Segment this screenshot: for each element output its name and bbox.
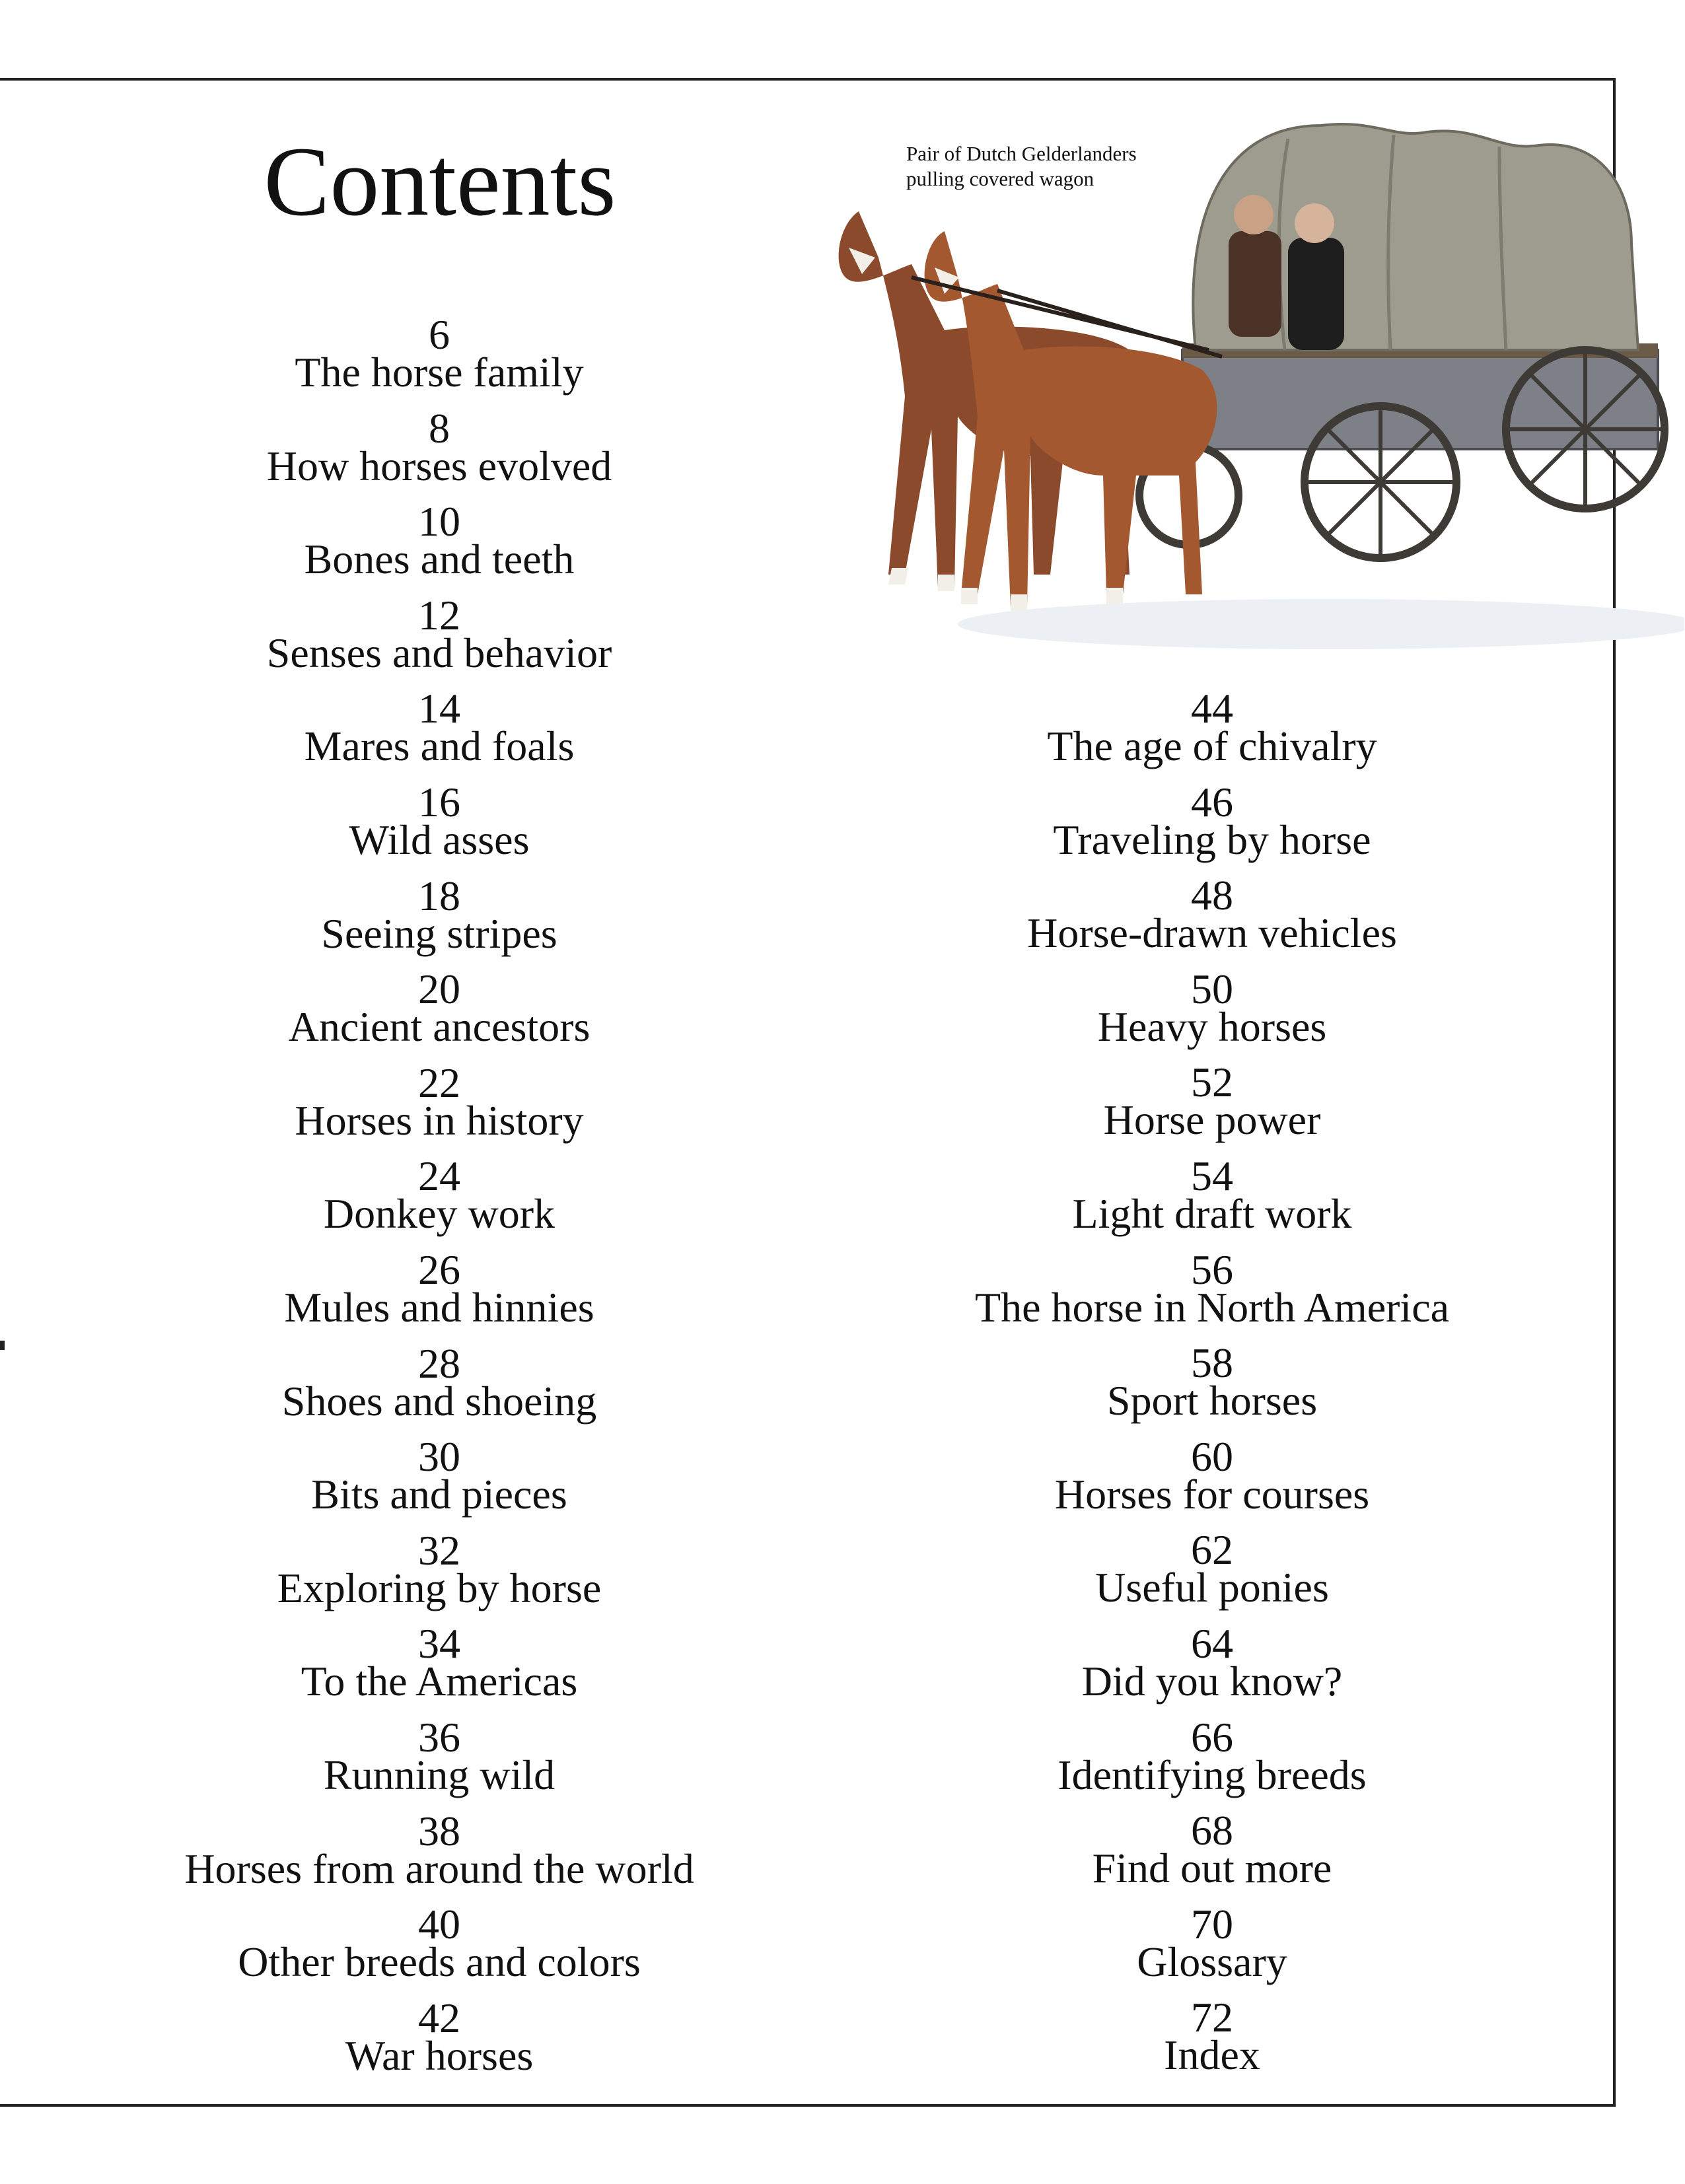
toc-entry[interactable] — [895, 965, 1529, 1064]
toc-page-number: 36 — [418, 1713, 460, 1761]
edge-mark — [0, 1341, 5, 1350]
toc-page-number: 70 — [1191, 1900, 1233, 1948]
toc-page-number: 62 — [1191, 1526, 1233, 1574]
toc-entry-title: Glossary — [1137, 1938, 1287, 1985]
toc-entry[interactable] — [122, 1526, 756, 1625]
toc-page-number: 12 — [418, 591, 460, 639]
toc-entry-title: Shoes and shoeing — [281, 1377, 597, 1425]
toc-entry-title: The age of chivalry — [1047, 722, 1377, 769]
toc-page-number: 60 — [1191, 1432, 1233, 1480]
toc-page-number: 44 — [1191, 685, 1233, 732]
wagon-photo — [812, 112, 1684, 660]
toc-entry[interactable] — [122, 1994, 756, 2093]
toc-entry[interactable] — [122, 1059, 756, 1158]
toc-entry-title: Exploring by horse — [277, 1564, 602, 1611]
toc-entry-title: Bits and pieces — [311, 1471, 567, 1518]
toc-entry-title: Seeing stripes — [321, 909, 557, 957]
toc-page-number: 8 — [429, 404, 450, 452]
toc-entry-title: Light draft work — [1072, 1189, 1352, 1237]
frame-bottom-rule — [0, 2104, 1616, 2107]
toc-entry-title: Other breeds and colors — [238, 1938, 641, 1986]
photo-caption — [906, 141, 1137, 192]
toc-entry-title: Identifying breeds — [1058, 1751, 1367, 1798]
toc-entry[interactable] — [122, 1339, 756, 1438]
page-title: Contents — [264, 127, 616, 236]
toc-page-number: 50 — [1191, 965, 1233, 1012]
toc-page-number: 28 — [418, 1339, 460, 1387]
toc-entry-title: Ancient ancestors — [288, 1003, 591, 1051]
toc-entry[interactable] — [122, 778, 756, 877]
caption-line: Pair of Dutch Gelderlanders — [906, 142, 1137, 165]
toc-page-number: 48 — [1191, 872, 1233, 919]
toc-entry[interactable] — [122, 591, 756, 690]
toc-entry-title: How horses evolved — [266, 442, 612, 489]
toc-page-number: 24 — [418, 1152, 460, 1200]
toc-entry[interactable] — [122, 1152, 756, 1251]
toc-entry[interactable] — [895, 1994, 1529, 2092]
toc-entry-title: To the Americas — [301, 1658, 578, 1705]
toc-page-number: 16 — [418, 778, 460, 826]
toc-page-number: 38 — [418, 1807, 460, 1854]
toc-entry-title: Sport horses — [1106, 1377, 1318, 1425]
toc-entry-title: Horses from around the world — [184, 1845, 694, 1892]
toc-entry[interactable] — [122, 685, 756, 783]
toc-left-column — [122, 311, 756, 2092]
toc-entry[interactable] — [895, 1339, 1529, 1438]
toc-entry-title: Mules and hinnies — [284, 1283, 594, 1331]
caption-line: pulling covered wagon — [906, 167, 1094, 190]
toc-entry[interactable] — [895, 872, 1529, 970]
toc-right-column — [895, 685, 1529, 2092]
toc-entry-title: Horses for courses — [1054, 1470, 1370, 1518]
toc-entry[interactable] — [122, 1807, 756, 1906]
toc-page-number: 34 — [418, 1620, 460, 1668]
toc-entry[interactable] — [895, 1432, 1529, 1532]
toc-page-number: 66 — [1191, 1713, 1233, 1761]
toc-page-number: 22 — [418, 1059, 460, 1106]
toc-entry[interactable] — [122, 1620, 756, 1718]
toc-entry-title: The horse family — [295, 349, 584, 396]
toc-entry-title: Donkey work — [323, 1190, 556, 1238]
toc-entry[interactable] — [895, 778, 1529, 877]
toc-page-number: 68 — [1191, 1807, 1233, 1854]
toc-entry[interactable] — [895, 1713, 1529, 1812]
toc-entry-title: Horse-drawn vehicles — [1027, 909, 1397, 957]
toc-entry[interactable] — [895, 1059, 1529, 1157]
toc-page-number: 46 — [1191, 778, 1233, 826]
frame-top-rule — [0, 78, 1616, 81]
toc-page-number: 58 — [1191, 1339, 1233, 1387]
toc-entry-title: Bones and teeth — [304, 536, 575, 583]
toc-entry-title: Senses and behavior — [266, 629, 612, 676]
toc-page-number: 18 — [418, 872, 460, 919]
toc-page-number: 72 — [1191, 1994, 1233, 2041]
toc-page-number: 26 — [418, 1246, 460, 1293]
toc-entry-title: Heavy horses — [1097, 1003, 1327, 1050]
toc-entry-title: War horses — [345, 2031, 534, 2079]
toc-entry-title: Wild asses — [349, 816, 530, 863]
toc-entry-title: The horse in North America — [975, 1283, 1449, 1331]
toc-entry-title: Mares and foals — [304, 722, 575, 770]
toc-entry-title: Did you know? — [1081, 1657, 1343, 1705]
toc-page-number: 42 — [418, 1994, 460, 2041]
toc-entry[interactable] — [122, 311, 756, 409]
toc-entry-title: Horse power — [1103, 1096, 1321, 1144]
toc-entry-title: Index — [1164, 2031, 1260, 2079]
toc-entry-title: Horses in history — [295, 1096, 584, 1144]
toc-page-number: 64 — [1191, 1619, 1233, 1667]
toc-page-number: 40 — [418, 1901, 460, 1948]
toc-entry-title: Find out more — [1092, 1845, 1332, 1892]
toc-page-number: 20 — [418, 966, 460, 1013]
toc-entry[interactable] — [895, 1619, 1529, 1718]
toc-entry[interactable] — [895, 1900, 1529, 1999]
toc-page-number: 14 — [418, 685, 460, 732]
toc-entry[interactable] — [122, 498, 756, 596]
toc-entry[interactable] — [122, 1713, 756, 1812]
toc-page-number: 10 — [418, 498, 460, 546]
toc-entry[interactable] — [122, 1433, 756, 1532]
toc-page-number: 30 — [418, 1433, 460, 1481]
toc-page-number: 52 — [1191, 1059, 1233, 1106]
toc-entry[interactable] — [895, 1526, 1529, 1625]
toc-entry[interactable] — [895, 1246, 1529, 1345]
toc-entry-title: Useful ponies — [1095, 1564, 1329, 1611]
toc-page-number: 32 — [418, 1526, 460, 1574]
toc-page-number: 56 — [1191, 1246, 1233, 1293]
toc-entry-title: Running wild — [323, 1751, 556, 1798]
toc-entry[interactable] — [895, 1152, 1529, 1251]
toc-page-number: 6 — [429, 311, 450, 358]
toc-entry[interactable] — [895, 1807, 1529, 1905]
toc-entry[interactable] — [122, 966, 756, 1064]
toc-entry-title: Traveling by horse — [1053, 816, 1371, 863]
toc-page-number: 54 — [1191, 1152, 1233, 1199]
toc-entry[interactable] — [122, 404, 756, 503]
toc-entry[interactable] — [895, 685, 1529, 783]
toc-entry[interactable] — [122, 1901, 756, 1999]
toc-entry[interactable] — [122, 1246, 756, 1345]
toc-entry[interactable] — [122, 872, 756, 971]
